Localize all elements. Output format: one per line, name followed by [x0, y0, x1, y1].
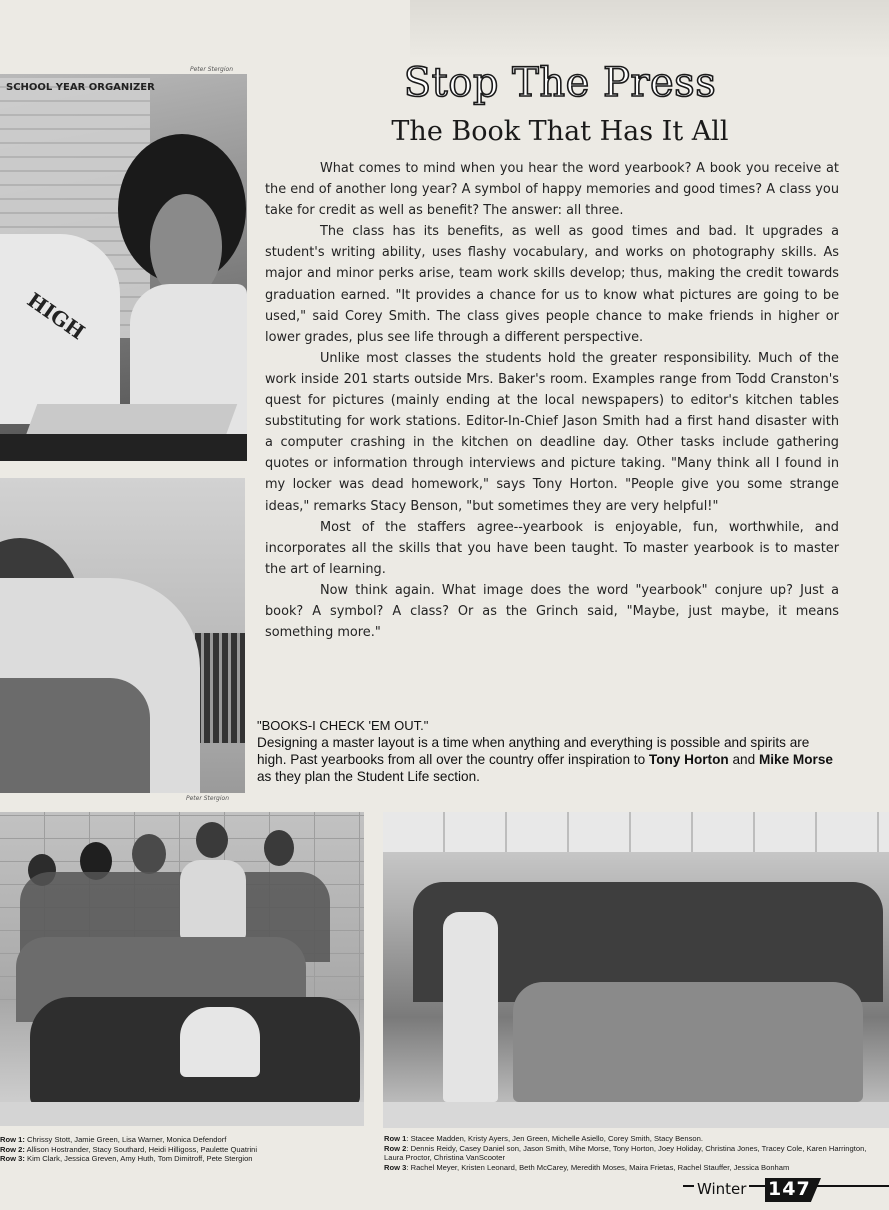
caption-text-part: and	[728, 752, 759, 767]
article-body	[265, 158, 839, 643]
floor	[0, 1102, 364, 1126]
caption-name: Tony Horton	[648, 752, 729, 767]
caption-text-part: Designing a master layout is a time when anything and everything is possible and spirits are high. Past yearbooks from all over the country offer inspiration to	[257, 735, 810, 767]
ceiling	[383, 812, 889, 852]
row-label: Row 1:	[0, 1135, 25, 1144]
row-names: : Rachel Meyer, Kristen Leonard, Beth McCarey, Meredith Moses, Maira Frietas, Rachel Stauffer, Jessica Bonham	[406, 1162, 790, 1172]
row-names: : Stacee Madden, Kristy Ayers, Jen Green, Michelle Asiello, Corey Smith, Stacy Benson.	[406, 1134, 703, 1143]
caption-text	[257, 734, 839, 785]
photo-organizer	[0, 74, 247, 461]
person	[132, 834, 166, 874]
row-label: Row 2	[384, 1143, 407, 1153]
shelf-books	[195, 633, 245, 743]
names-row	[0, 1145, 375, 1155]
row-names: Allison Hostrander, Stacy Southard, Heidi Hilligoss, Paulette Quatrini	[26, 1144, 258, 1154]
right-group-names	[384, 1134, 884, 1172]
row-label: Row 2:	[0, 1144, 25, 1154]
caption-text-part: as they plan the Student Life section.	[257, 769, 480, 784]
front-row	[513, 982, 863, 1102]
man-sleeve-shadow	[0, 678, 150, 793]
names-row	[384, 1144, 884, 1163]
names-row	[384, 1163, 884, 1173]
white-outfit	[443, 912, 498, 1102]
headline: Stop The Press	[403, 60, 717, 106]
sweatshirt-text: HIGH	[22, 287, 90, 345]
group-photo-right	[383, 812, 889, 1128]
left-group-names	[0, 1135, 375, 1164]
article-paragraph: Most of the staffers agree--yearbook is enjoyable, fun, worthwhile, and incorporates all the skills that you have been taught. To master yearbook is to master the art of learning.	[265, 519, 839, 577]
sweater-white	[180, 1007, 260, 1077]
article-paragraph: What comes to mind when you hear the word yearbook? A book you receive at the end of another long year? A symbol of happy memories and good times? A class you take for credit as well as benefit? The answer: all three.	[265, 161, 839, 219]
page-number: 147	[768, 1178, 811, 1200]
organizer-sign: SCHOOL YEAR ORGANIZER	[6, 82, 155, 93]
facing-page-bleed	[410, 0, 889, 60]
person	[264, 830, 294, 866]
photo-credit-top: Peter Stergion	[190, 66, 233, 73]
floor	[383, 1102, 889, 1128]
row-names: Chrissy Stott, Jamie Green, Lisa Warner, Monica Defendorf	[27, 1135, 227, 1144]
caption-title: "BOOKS-I CHECK 'EM OUT."	[257, 718, 429, 733]
photo-credit-middle: Peter Stergion	[186, 795, 229, 802]
article-paragraph: The class has its benefits, as well as good times and bad. It upgrades a student's writing ability, uses flashy vocabulary, and works on photography skills. As major and minor perks arise, team work skills develop; thus, making the credit towards graduation earned. "It provides a chance for us to know what pictures are going to be used," said Corey Smith. The class gives people chance to make friends in higher or lower grades, plus see life through a different perspective.	[265, 224, 839, 345]
names-row	[384, 1134, 884, 1144]
article-paragraph: Now think again. What image does the word "yearbook" conjure up? Just a book? A symbol? A class? Or as the Grinch said, "Maybe, just maybe, it means something more."	[265, 582, 839, 641]
photo-caption	[257, 718, 839, 785]
row-label: Row 3	[384, 1162, 407, 1172]
row-label: Row 1	[384, 1134, 407, 1143]
article-paragraph: Unlike most classes the students hold the greater responsibility. Much of the work inside 201 starts outside Mrs. Baker's room. Examples range from Todd Cranston's quest for pictures (mainly ending at the local newspapers) to editor's kitchen tables substituting for work stations. Editor-In-Chief Jason Smith had a first hand disaster with a computer crashing in the kitchen on deadline day. Other tasks include gathering quotes or information through interviews and picture taking. "Many think all I found in my locker was dead homework," says Tony Horton. "People give you some strange ideas," remarks Stacy Benson, "but sometimes they are very helpful!"	[265, 350, 839, 514]
subheadline: The Book That Has It All	[391, 116, 729, 147]
section-label: Winter	[694, 1180, 749, 1198]
tie-dye-shirt	[180, 860, 246, 940]
photo-student-life	[0, 478, 245, 793]
group-photo-left	[0, 812, 364, 1126]
names-row	[0, 1135, 375, 1145]
photo-bottom-shadow	[0, 434, 247, 461]
row-names: Kim Clark, Jessica Greven, Amy Huth, Tom Dimitroff, Pete Stergion	[27, 1154, 253, 1164]
row-label: Row 3:	[0, 1154, 25, 1164]
row-names: : Dennis Reidy, Casey Daniel son, Jason Smith, Mihe Morse, Tony Horton, Joey Holiday, Christina Jones, Tracey Cole, Karen Harrington, Laura Proctor, Christina VanScooter	[384, 1143, 867, 1163]
names-row	[0, 1154, 375, 1164]
person	[196, 822, 228, 858]
caption-name: Mike Morse	[758, 752, 833, 767]
